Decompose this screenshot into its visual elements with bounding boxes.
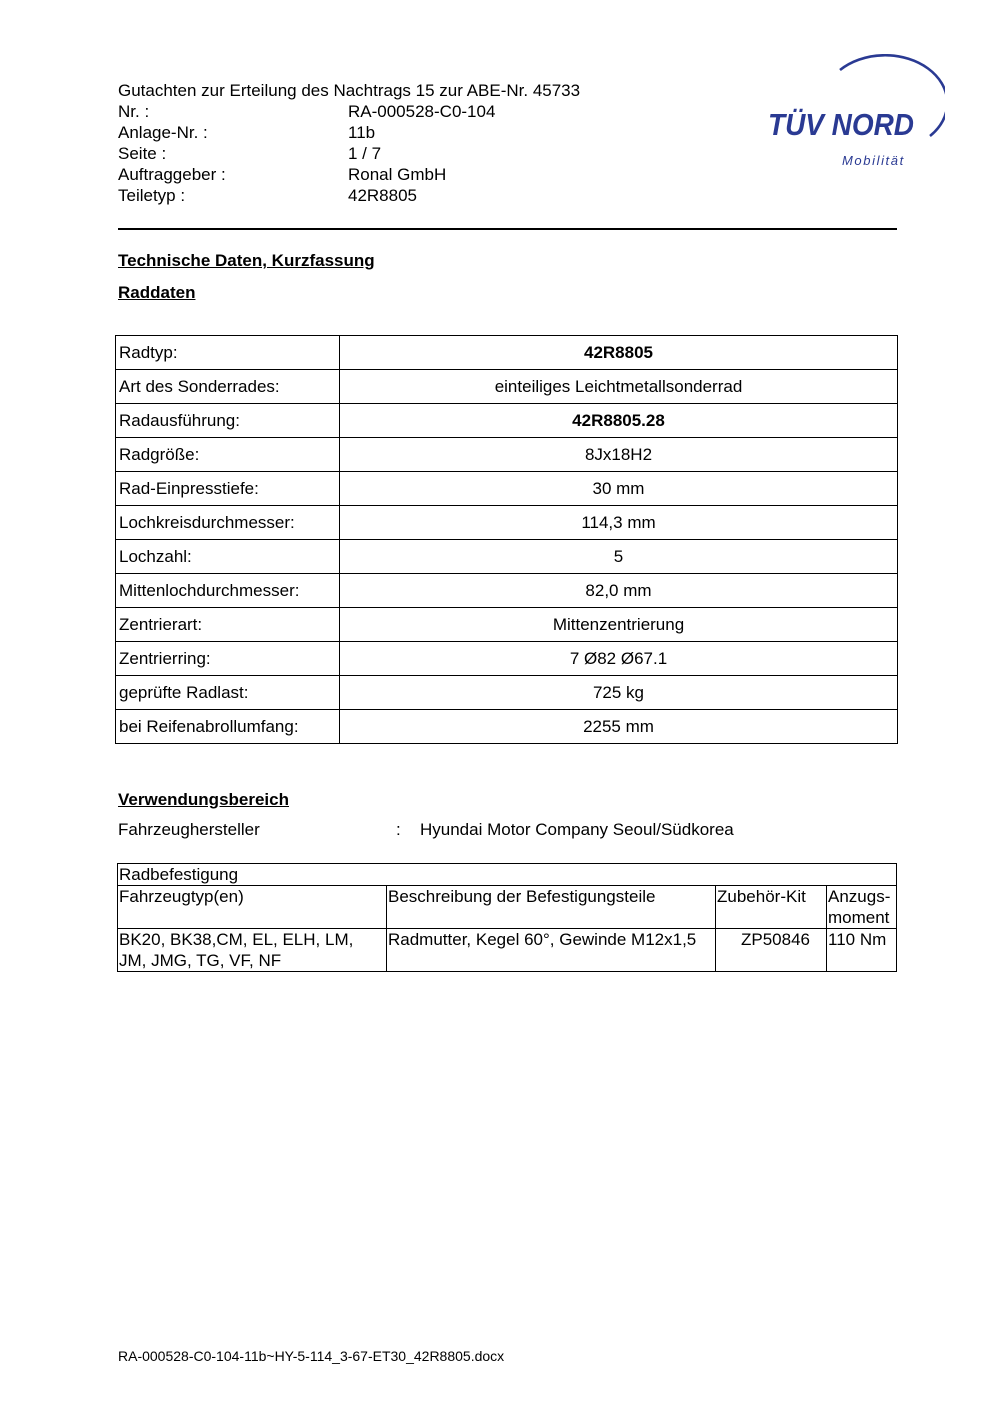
header-row-nr bbox=[118, 101, 678, 122]
header-value: RA-000528-C0-104 bbox=[348, 102, 496, 121]
wheel-data-label: bei Reifenabrollumfang: bbox=[116, 710, 340, 744]
wheel-data-label: Art des Sonderrades: bbox=[116, 370, 340, 404]
mount-header-vehicle-types: Fahrzeugtyp(en) bbox=[118, 886, 387, 929]
wheel-data-value: 8Jx18H2 bbox=[340, 438, 898, 472]
wheel-data-label: Rad-Einpresstiefe: bbox=[116, 472, 340, 506]
wheel-data-label: Lochkreisdurchmesser: bbox=[116, 506, 340, 540]
wheel-data-value: Mittenzentrierung bbox=[340, 608, 898, 642]
wheel-data-value: einteiliges Leichtmetallsonderrad bbox=[340, 370, 898, 404]
wheel-data-label: geprüfte Radlast: bbox=[116, 676, 340, 710]
wheel-data-value: 82,0 mm bbox=[340, 574, 898, 608]
wheel-data-row bbox=[116, 710, 898, 744]
wheel-data-value: 42R8805.28 bbox=[340, 404, 898, 438]
mount-header-row bbox=[118, 886, 897, 929]
wheel-data-value: 725 kg bbox=[340, 676, 898, 710]
header-label: Teiletyp : bbox=[118, 186, 186, 205]
header-divider bbox=[118, 228, 897, 230]
mount-title: Radbefestigung bbox=[118, 864, 897, 886]
wheel-data-row bbox=[116, 676, 898, 710]
header-row-auftraggeber bbox=[118, 164, 678, 185]
wheel-data-label: Radausführung: bbox=[116, 404, 340, 438]
wheel-data-value: 114,3 mm bbox=[340, 506, 898, 540]
mount-header-accessory-kit: Zubehör-Kit bbox=[716, 886, 827, 929]
manufacturer-value: Hyundai Motor Company Seoul/Südkorea bbox=[420, 820, 734, 839]
tuv-nord-logo bbox=[760, 54, 945, 174]
header-row-teiletyp bbox=[118, 185, 678, 206]
mount-title-row bbox=[118, 864, 897, 886]
wheel-data-row bbox=[116, 540, 898, 574]
wheel-mounting-table bbox=[117, 863, 897, 972]
wheel-data-row bbox=[116, 336, 898, 370]
wheel-data-value: 30 mm bbox=[340, 472, 898, 506]
wheel-data-label: Radtyp: bbox=[116, 336, 340, 370]
section-subheading-wheel-data: Raddaten bbox=[118, 283, 196, 302]
mount-description: Radmutter, Kegel 60°, Gewinde M12x1,5 bbox=[387, 929, 716, 972]
wheel-data-value: 5 bbox=[340, 540, 898, 574]
header-value: 1 / 7 bbox=[348, 144, 382, 163]
wheel-data-value: 42R8805 bbox=[340, 336, 898, 370]
section-heading-usage: Verwendungsbereich bbox=[118, 790, 289, 809]
wheel-data-row bbox=[116, 370, 898, 404]
section-heading-technical-data: Technische Daten, Kurzfassung bbox=[118, 251, 375, 270]
document-header bbox=[118, 80, 678, 206]
wheel-data-row bbox=[116, 404, 898, 438]
wheel-data-row bbox=[116, 642, 898, 676]
wheel-data-label: Mittenlochdurchmesser: bbox=[116, 574, 340, 608]
mount-header-description: Beschreibung der Befestigungsteile bbox=[387, 886, 716, 929]
mount-vehicle-types: BK20, BK38,CM, EL, ELH, LM, JM, JMG, TG, VF, NF bbox=[118, 929, 387, 972]
header-row-anlage bbox=[118, 122, 678, 143]
wheel-data-row bbox=[116, 506, 898, 540]
footer-filename: RA-000528-C0-104-11b~HY-5-114_3-67-ET30_42R8805.docx bbox=[118, 1348, 505, 1364]
logo-sub: Mobilität bbox=[842, 153, 905, 168]
header-value: Ronal GmbH bbox=[348, 165, 447, 184]
header-label: Nr. : bbox=[118, 102, 150, 121]
wheel-data-label: Zentrierring: bbox=[116, 642, 340, 676]
manufacturer-colon: : bbox=[396, 820, 401, 839]
wheel-data-table bbox=[115, 335, 898, 744]
wheel-data-value: 7 Ø82 Ø67.1 bbox=[340, 642, 898, 676]
wheel-data-value: 2255 mm bbox=[340, 710, 898, 744]
wheel-data-row bbox=[116, 574, 898, 608]
header-value: 42R8805 bbox=[348, 186, 418, 205]
header-label: Auftraggeber : bbox=[118, 165, 226, 184]
header-label: Anlage-Nr. : bbox=[118, 123, 208, 142]
wheel-data-label: Zentrierart: bbox=[116, 608, 340, 642]
mount-accessory-kit: ZP50846 bbox=[716, 929, 827, 972]
manufacturer-line bbox=[118, 820, 734, 840]
wheel-data-label: Lochzahl: bbox=[116, 540, 340, 574]
wheel-data-row bbox=[116, 472, 898, 506]
header-row-seite bbox=[118, 143, 678, 164]
mount-header-torque: Anzugs- moment bbox=[827, 886, 897, 929]
header-value: 11b bbox=[348, 123, 376, 142]
wheel-data-row bbox=[116, 608, 898, 642]
mount-data-row bbox=[118, 929, 897, 972]
document-title: Gutachten zur Erteilung des Nachtrags 15 zur ABE-Nr. 45733 bbox=[118, 81, 581, 100]
wheel-data-label: Radgröße: bbox=[116, 438, 340, 472]
manufacturer-label: Fahrzeughersteller bbox=[118, 820, 260, 839]
logo-brand: TÜV NORD bbox=[768, 107, 914, 142]
wheel-data-row bbox=[116, 438, 898, 472]
mount-torque: 110 Nm bbox=[827, 929, 897, 972]
header-label: Seite : bbox=[118, 144, 167, 163]
